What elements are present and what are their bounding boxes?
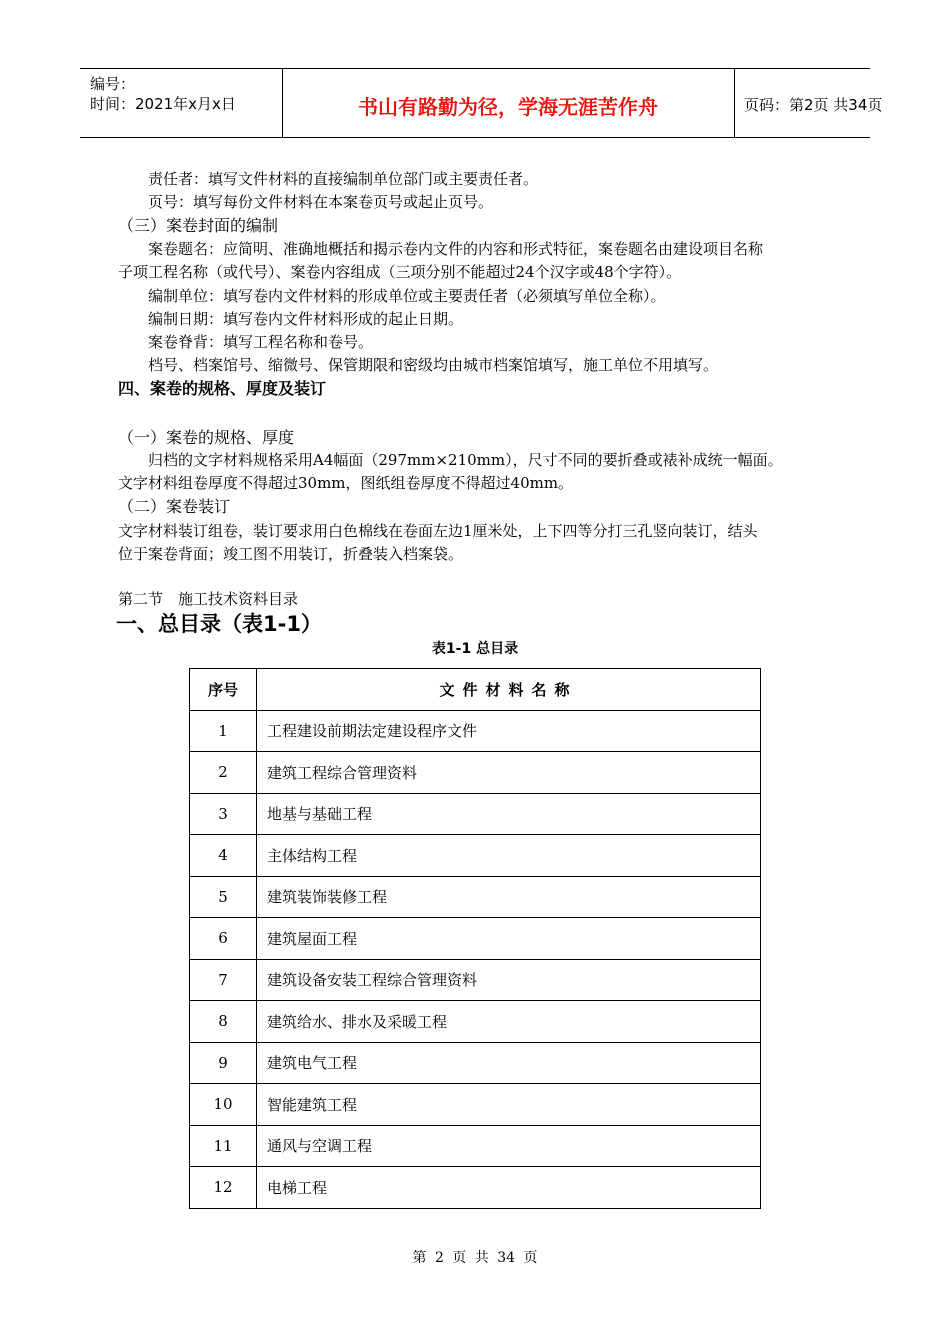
table-caption: 表1-1 总目录 bbox=[431, 641, 519, 657]
table-row bbox=[190, 1125, 761, 1167]
table-row bbox=[190, 1167, 761, 1209]
paragraph-binding-a: 文字材料装订组卷，装订要求用白色棉线在卷面左边1厘米处，上下四等分打三孔竖向装订，结头 bbox=[118, 522, 758, 540]
header-number: 序号 bbox=[190, 669, 257, 711]
header-meta-cell bbox=[80, 69, 283, 137]
header-motto: 书山有路勤为径，学海无涯苦作舟 bbox=[358, 95, 658, 119]
row-name: 电梯工程 bbox=[257, 1167, 761, 1209]
row-number: 10 bbox=[190, 1084, 257, 1126]
row-number: 12 bbox=[190, 1167, 257, 1209]
table-row bbox=[190, 710, 761, 752]
table-row bbox=[190, 876, 761, 918]
row-number: 11 bbox=[190, 1125, 257, 1167]
table-row bbox=[190, 918, 761, 960]
page-footer: 第 2 页 共 34 页 bbox=[412, 1250, 538, 1266]
row-name: 建筑装饰装修工程 bbox=[257, 876, 761, 918]
catalog-table bbox=[189, 668, 761, 1209]
table-row bbox=[190, 959, 761, 1001]
table-header-row bbox=[190, 669, 761, 711]
paragraph-page-number: 页号：填写每份文件材料在本案卷页号或起止页号。 bbox=[148, 193, 494, 211]
row-name: 建筑屋面工程 bbox=[257, 918, 761, 960]
catalog-title: 一、总目录（表1-1） bbox=[116, 612, 322, 636]
section-2-heading: 第二节 施工技术资料目录 bbox=[118, 590, 299, 608]
section-4-title: 四、案卷的规格、厚度及装订 bbox=[118, 379, 327, 398]
table-row bbox=[190, 835, 761, 877]
header-page-cell bbox=[734, 69, 883, 137]
paragraph-size-b: 文字材料组卷厚度不得超过30mm，图纸组卷厚度不得超过40mm。 bbox=[118, 474, 574, 492]
subsection-1-title: （一）案卷的规格、厚度 bbox=[118, 428, 295, 447]
row-number: 1 bbox=[190, 710, 257, 752]
table-row bbox=[190, 793, 761, 835]
header-name: 文件材料名称 bbox=[257, 669, 761, 711]
header-page-info: 页码：第2页 共34页 bbox=[744, 96, 883, 114]
row-name: 智能建筑工程 bbox=[257, 1084, 761, 1126]
header-motto-cell bbox=[282, 69, 735, 137]
row-number: 6 bbox=[190, 918, 257, 960]
page-header bbox=[80, 68, 883, 138]
paragraph-size-a: 归档的文字材料规格采用A4幅面（297mm×210mm），尺寸不同的要折叠或裱补成统一幅面。 bbox=[148, 451, 783, 469]
row-number: 9 bbox=[190, 1042, 257, 1084]
subsection-2-title: （二）案卷装订 bbox=[118, 497, 231, 516]
table-row bbox=[190, 752, 761, 794]
serial-label: 编号： bbox=[90, 75, 136, 93]
row-number: 8 bbox=[190, 1001, 257, 1043]
table-row bbox=[190, 1042, 761, 1084]
paragraph-responsible: 责任者：填写文件材料的直接编制单位部门或主要责任者。 bbox=[148, 170, 539, 188]
row-number: 7 bbox=[190, 959, 257, 1001]
row-name: 通风与空调工程 bbox=[257, 1125, 761, 1167]
table-row bbox=[190, 1001, 761, 1043]
row-name: 地基与基础工程 bbox=[257, 793, 761, 835]
paragraph-spine: 案卷脊背：填写工程名称和卷号。 bbox=[148, 333, 374, 351]
section-3-title: （三）案卷封面的编制 bbox=[118, 216, 279, 235]
row-number: 5 bbox=[190, 876, 257, 918]
paragraph-title-a: 案卷题名：应简明、准确地概括和揭示卷内文件的内容和形式特征，案卷题名由建设项目名称 bbox=[148, 240, 764, 258]
paragraph-archive: 档号、档案馆号、缩微号、保管期限和密级均由城市档案馆填写，施工单位不用填写。 bbox=[148, 356, 719, 374]
paragraph-date: 编制日期：填写卷内文件材料形成的起止日期。 bbox=[148, 310, 464, 328]
row-name: 建筑给水、排水及采暖工程 bbox=[257, 1001, 761, 1043]
row-name: 工程建设前期法定建设程序文件 bbox=[257, 710, 761, 752]
row-number: 3 bbox=[190, 793, 257, 835]
row-name: 建筑电气工程 bbox=[257, 1042, 761, 1084]
row-name: 建筑工程综合管理资料 bbox=[257, 752, 761, 794]
row-name: 主体结构工程 bbox=[257, 835, 761, 877]
paragraph-binding-b: 位于案卷背面；竣工图不用装订，折叠装入档案袋。 bbox=[118, 545, 464, 563]
row-number: 2 bbox=[190, 752, 257, 794]
paragraph-compiler: 编制单位：填写卷内文件材料的形成单位或主要责任者（必须填写单位全称）。 bbox=[148, 287, 666, 305]
time-label: 时间：2021年x月x日 bbox=[90, 95, 236, 113]
row-name: 建筑设备安装工程综合管理资料 bbox=[257, 959, 761, 1001]
paragraph-title-b: 子项工程名称（或代号）、案卷内容组成（三项分别不能超过24个汉字或48个字符）。 bbox=[118, 263, 682, 281]
row-number: 4 bbox=[190, 835, 257, 877]
table-row bbox=[190, 1084, 761, 1126]
